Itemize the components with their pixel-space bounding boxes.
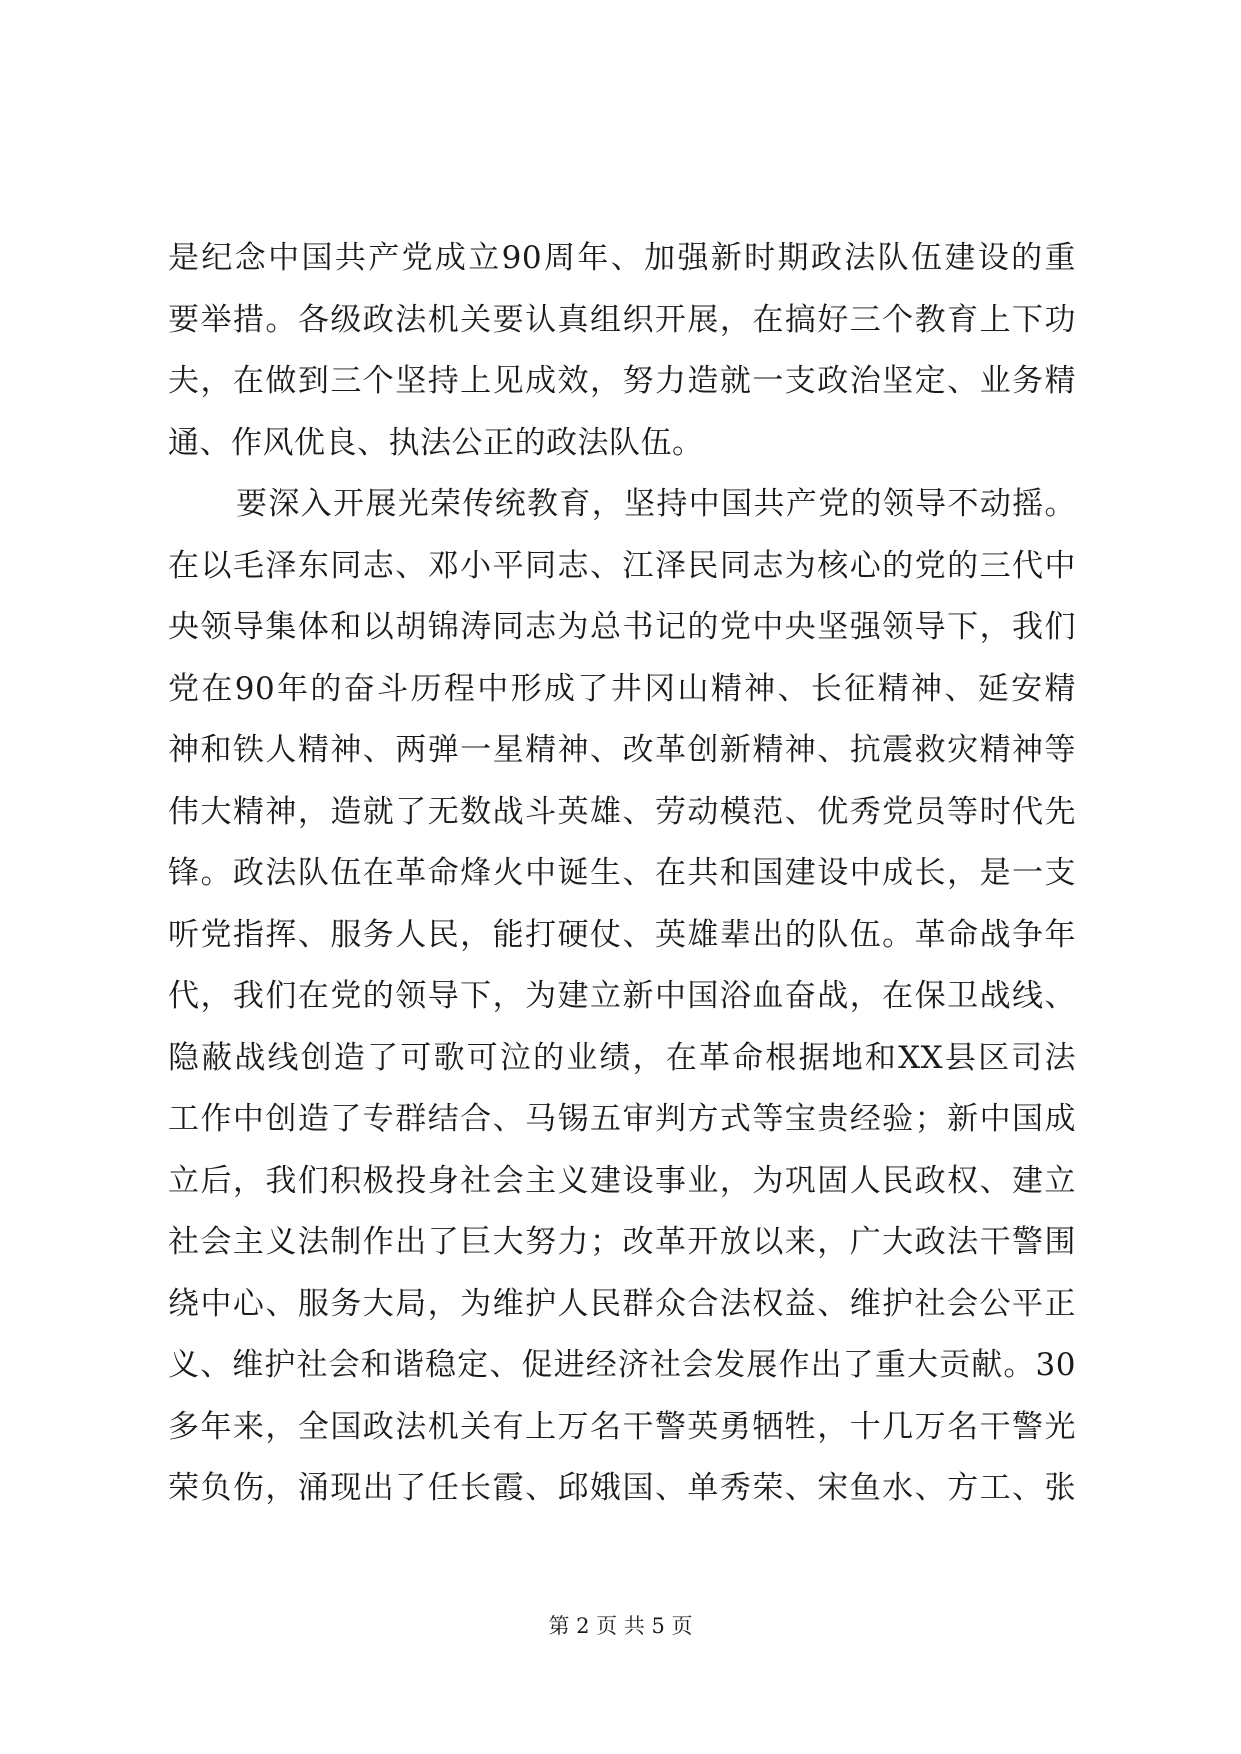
text-line: 社会主义法制作出了巨大努力；改革开放以来，广大政法干警围 [168, 1224, 1076, 1260]
paragraph [168, 474, 1076, 1520]
text-line: 听党指挥、服务人民，能打硬仗、英雄辈出的队伍。革命战争年 [168, 916, 1076, 953]
text-line: 夫，在做到三个坚持上见成效，努力造就一支政治坚定、业务精 [168, 363, 1076, 399]
text-line: 荣负伤，涌现出了任长霞、邱娥国、单秀荣、宋鱼水、方工、张 [168, 1470, 1076, 1506]
text-line: 央领导集体和以胡锦涛同志为总书记的党中央坚强领导下，我们 [168, 609, 1076, 645]
text-line: 代，我们在党的领导下，为建立新中国浴血奋战，在保卫战线、 [168, 978, 1076, 1014]
text-line: 在以毛泽东同志、邓小平同志、江泽民同志为核心的党的三代中 [168, 547, 1076, 584]
text-line: 工作中创造了专群结合、马锡五审判方式等宝贵经验；新中国成 [168, 1101, 1076, 1137]
paragraph [168, 228, 1076, 474]
page-footer: 第 2 页 共 5 页 [548, 1614, 693, 1638]
text-line: 要举措。各级政法机关要认真组织开展，在搞好三个教育上下功 [168, 301, 1076, 338]
body-text [168, 228, 1076, 1520]
text-line: 是纪念中国共产党成立90周年、加强新时期政法队伍建设的重 [168, 240, 1076, 276]
text-line: 义、维护社会和谐稳定、促进经济社会发展作出了重大贡献。30 [168, 1347, 1076, 1383]
text-line: 伟大精神，造就了无数战斗英雄、劳动模范、优秀党员等时代先 [168, 793, 1076, 830]
text-line: 多年来，全国政法机关有上万名干警英勇牺牲，十几万名干警光 [168, 1408, 1076, 1445]
text-line: 立后，我们积极投身社会主义建设事业，为巩固人民政权、建立 [168, 1162, 1076, 1199]
text-line: 绕中心、服务大局，为维护人民群众合法权益、维护社会公平正 [168, 1285, 1076, 1322]
text-line: 神和铁人精神、两弹一星精神、改革创新精神、抗震救灾精神等 [168, 732, 1076, 768]
text-line: 通、作风优良、执法公正的政法队伍。 [168, 424, 704, 461]
text-line: 隐蔽战线创造了可歌可泣的业绩，在革命根据地和XX县区司法 [168, 1039, 1076, 1076]
text-line: 锋。政法队伍在革命烽火中诞生、在共和国建设中成长，是一支 [168, 855, 1076, 891]
text-line: 党在90年的奋斗历程中形成了井冈山精神、长征精神、延安精 [168, 670, 1076, 707]
text-line: 要深入开展光荣传统教育，坚持中国共产党的领导不动摇。 [236, 486, 1076, 522]
